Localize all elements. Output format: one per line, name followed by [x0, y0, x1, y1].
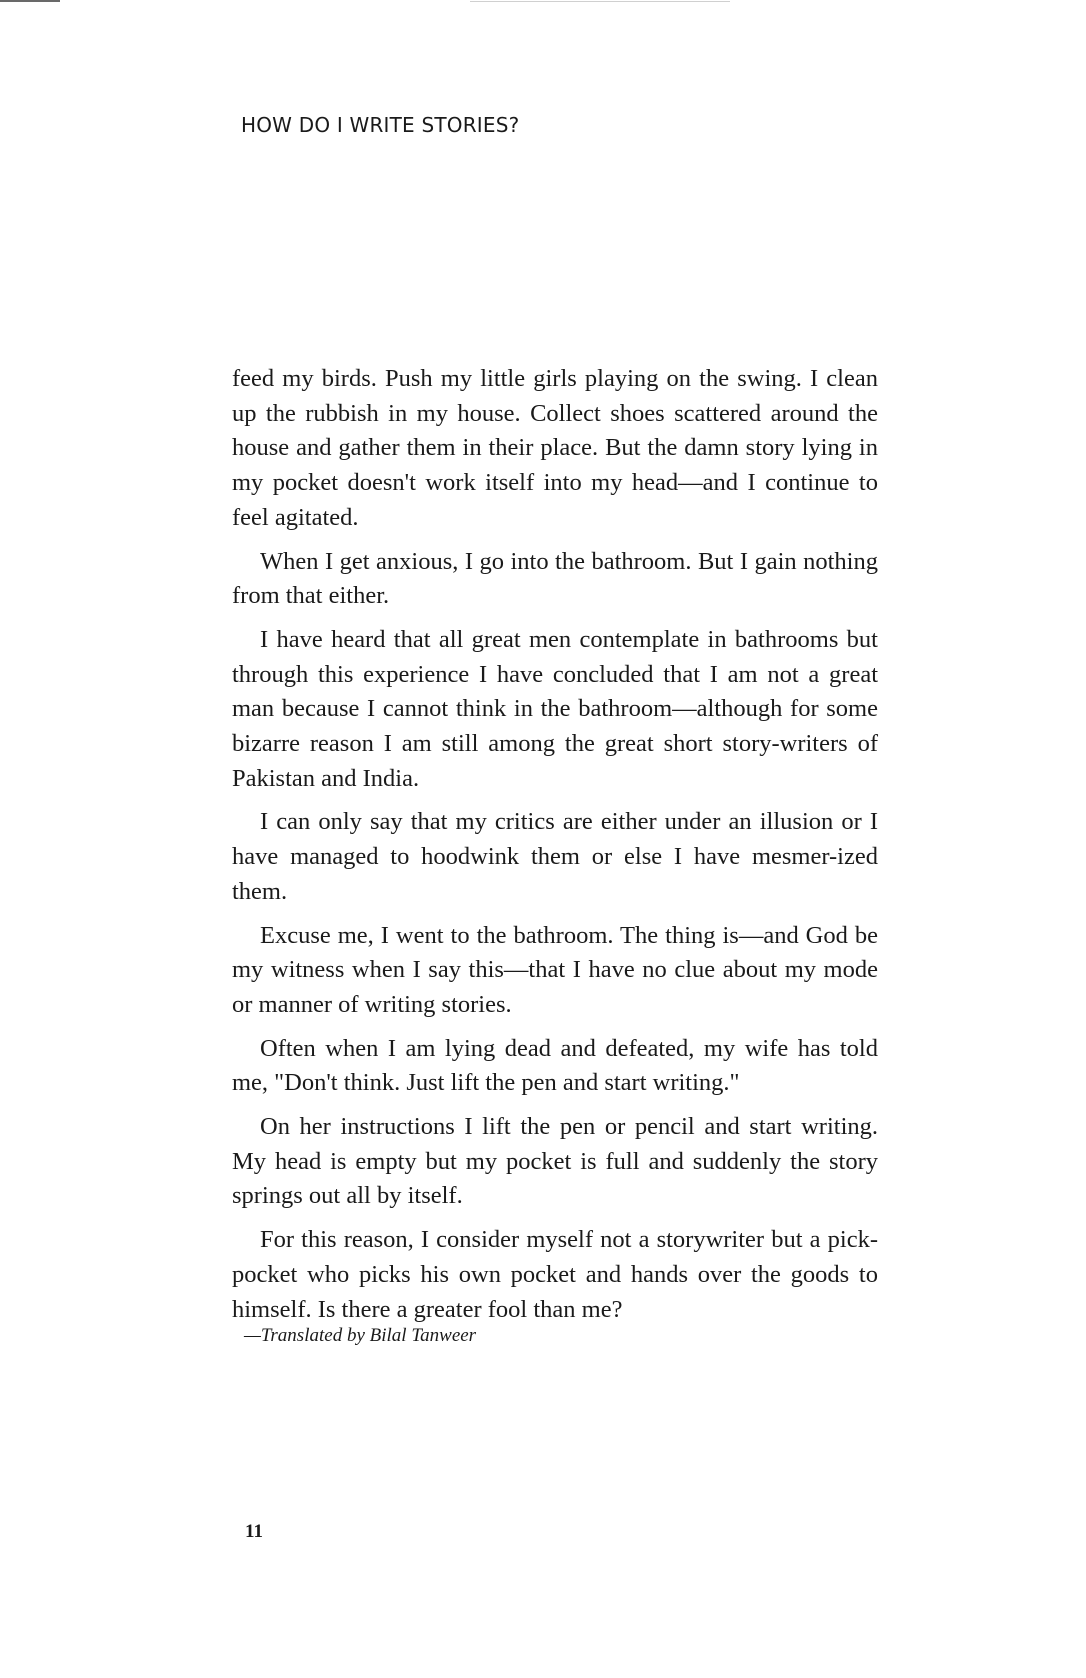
scan-edge-mark-faint: [470, 1, 730, 2]
paragraph-8: For this reason, I consider myself not a storywriter but a pick-pocket who picks his own pocket and hands over the goods to himself. Is there a greater fool than me?: [232, 1226, 878, 1323]
paragraph-5: Excuse me, I went to the bathroom. The thing is—and God be my witness when I say this—that I have no clue about my mode or manner of writing stories.: [232, 921, 878, 1018]
paragraph-4: I can only say that my critics are either under an illusion or I have managed to hoodwink them or else I have mesmer-ized them.: [232, 808, 878, 905]
page-number: 11: [245, 1521, 263, 1542]
paragraph-1: feed my birds. Push my little girls playing on the swing. I clean up the rubbish in my house. Collect shoes scattered around the house and gather them in their place. But the damn story lying in my pocket doesn't work itself into my head—and I continue to feel agitated.: [232, 365, 878, 531]
paragraph-3: I have heard that all great men contemplate in bathrooms but through this experience I have concluded that I am not a great man because I cannot think in the bathroom—although for some bizarre reason I am still among the great short story-writers of Pakistan and India.: [232, 625, 878, 792]
paragraph-6: Often when I am lying dead and defeated, my wife has told me, "Don't think. Just lift the pen and start writing.": [232, 1034, 878, 1097]
paragraph-7: On her instructions I lift the pen or pencil and start writing. My head is empty but my pocket is full and suddenly the story springs out all by itself.: [232, 1113, 878, 1210]
translator-credit: —Translated by Bilal Tanweer: [244, 1325, 477, 1346]
body-text: [232, 362, 878, 1336]
running-head: HOW DO I WRITE STORIES?: [241, 113, 520, 137]
paragraph-2: When I get anxious, I go into the bathroom. But I gain nothing from that either.: [232, 547, 878, 610]
scan-edge-mark: [0, 0, 60, 2]
